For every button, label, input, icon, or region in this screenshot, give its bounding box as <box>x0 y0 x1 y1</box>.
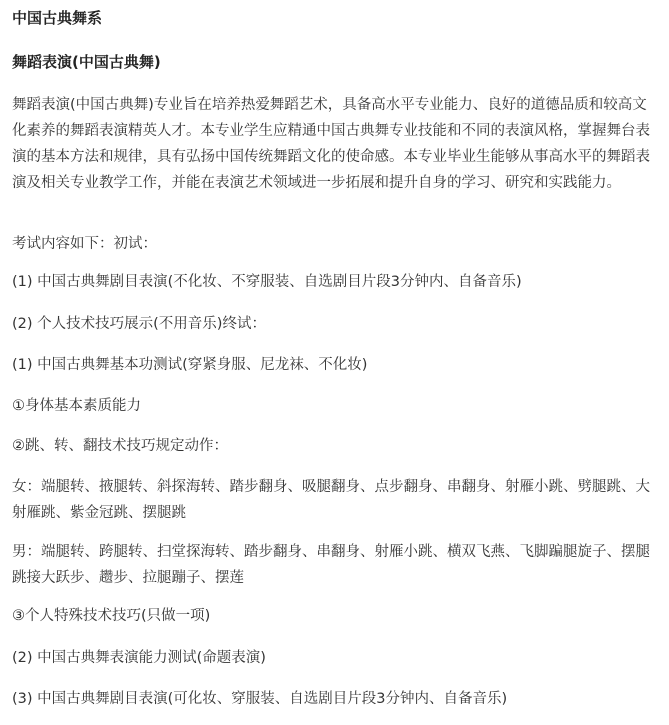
final-item-2: (2) 中国古典舞表演能力测试(命题表演) <box>12 650 266 666</box>
exam-content-line: 考试内容如下：初试： <box>12 236 157 252</box>
female-techniques: 女：端腿转、掖腿转、斜探海转、踏步翻身、吸腿翻身、点步翻身、串翻身、射雁小跳、劈腿跳、大射雁跳、紫金冠跳、摆腿跳 <box>12 479 650 521</box>
intro-paragraph: 舞蹈表演(中国古典舞)专业旨在培养热爱舞蹈艺术，具备高水平专业能力、良好的道德品质和较高文化素养的舞蹈表演精英人才。本专业学生应精通中国古典舞专业技能和不同的表演风格，掌握舞台表演的基本方法和规律，具有弘扬中国传统舞蹈文化的使命感。本专业毕业生能够从事高水平的舞蹈表演及相关专业教学工作，并能在表演艺术领域进一步拓展和提升自身的学习、研究和实践能力。 <box>12 97 650 191</box>
department-heading: 中国古典舞系 <box>12 9 103 27</box>
prelim-item-1: (1) 中国古典舞剧目表演(不化妆、不穿服装、自选剧目片段3分钟内、自备音乐) <box>12 274 522 290</box>
subitem-physical: ①身体基本素质能力 <box>12 398 141 414</box>
major-heading: 舞蹈表演(中国古典舞) <box>12 53 161 71</box>
subitem-special-skill: ③个人特殊技术技巧(只做一项) <box>12 608 211 624</box>
male-techniques: 男：端腿转、跨腿转、扫堂探海转、踏步翻身、串翻身、射雁小跳、横双飞燕、飞脚蹁腿旋子、摆腿跳接大跃步、趱步、拉腿蹦子、摆莲 <box>12 544 650 586</box>
final-item-1: (1) 中国古典舞基本功测试(穿紧身服、尼龙袜、不化妆) <box>12 357 368 373</box>
final-item-3: (3) 中国古典舞剧目表演(可化妆、穿服装、自选剧目片段3分钟内、自备音乐) <box>12 691 508 707</box>
subitem-techniques: ②跳、转、翻技术技巧规定动作： <box>12 438 228 454</box>
prelim-item-2: (2) 个人技术技巧展示(不用音乐)终试： <box>12 316 266 332</box>
